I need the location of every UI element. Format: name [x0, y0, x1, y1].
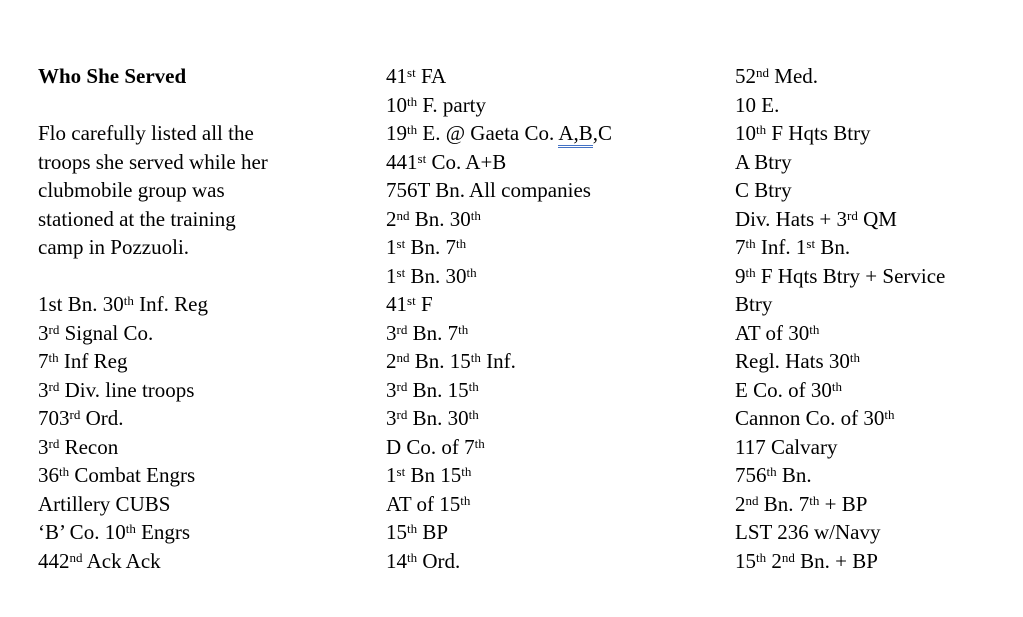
paragraph-line: [38, 148, 383, 177]
unit-line: [38, 433, 383, 462]
blank-line: [38, 91, 383, 120]
unit-line: [735, 518, 1020, 547]
ordinal-superscript: th: [470, 207, 481, 223]
page-title: Who She Served: [38, 64, 187, 88]
text-segment: F Hqts Btry: [766, 121, 871, 145]
paragraph-line: [38, 233, 383, 262]
text-segment: Inf. Reg: [133, 292, 208, 316]
unit-line: [386, 205, 731, 234]
text-segment: Med.: [769, 64, 819, 88]
unit-line: [386, 404, 731, 433]
unit-list-2: [386, 62, 731, 575]
ordinal-superscript: rd: [48, 435, 60, 451]
text-segment: Artillery CUBS: [38, 491, 171, 516]
unit-line: [735, 461, 1020, 490]
text-segment: Flo carefully listed all the: [38, 121, 254, 145]
text-segment: 2: [766, 548, 782, 573]
ordinal-superscript: rd: [396, 407, 408, 423]
text-segment: 15: [735, 548, 756, 573]
text-segment: 14: [386, 548, 407, 573]
unit-line: [386, 290, 731, 319]
text-segment: E. @ Gaeta Co.: [417, 121, 559, 145]
ordinal-superscript: rd: [48, 321, 60, 337]
text-segment: 3: [38, 320, 49, 345]
text-segment: Bn. 30: [409, 206, 471, 231]
text-segment: 756T Bn. All companies: [386, 178, 591, 202]
unit-line: [735, 119, 1020, 148]
underlined-text: A,B: [558, 121, 592, 148]
unit-line: [735, 433, 1020, 462]
text-segment: Ord.: [80, 406, 124, 430]
text-segment: Bn. + BP: [794, 548, 878, 573]
unit-line: [386, 461, 731, 490]
ordinal-superscript: th: [407, 122, 418, 138]
text-segment: Bn. 7: [405, 235, 456, 259]
text-segment: ‘B’ Co. 10: [38, 520, 126, 544]
intro-column: [38, 62, 383, 575]
unit-line: [386, 547, 731, 576]
unit-line: [735, 376, 1020, 405]
text-segment: Bn. 7: [407, 320, 459, 345]
ordinal-superscript: nd: [756, 65, 770, 81]
paragraph-line: [38, 176, 383, 205]
text-segment: 15: [386, 520, 407, 544]
ordinal-superscript: nd: [781, 549, 795, 565]
text-segment: QM: [857, 206, 897, 231]
text-segment: 1st Bn. 30: [38, 292, 124, 316]
ordinal-superscript: st: [407, 293, 416, 309]
unit-line: [735, 62, 1020, 91]
text-segment: Bn. 30: [405, 263, 467, 288]
text-segment: D Co. of 7: [386, 434, 475, 459]
text-segment: AT of 15: [386, 491, 461, 516]
text-segment: Div. Hats + 3: [735, 206, 847, 231]
text-segment: Bn.: [776, 463, 812, 487]
units-column-2: [386, 62, 731, 575]
unit-line: [38, 290, 383, 319]
text-segment: 3: [386, 320, 397, 345]
ordinal-superscript: th: [470, 350, 481, 366]
ordinal-superscript: th: [809, 492, 820, 508]
text-segment: clubmobile group was: [38, 178, 225, 202]
ordinal-superscript: th: [745, 236, 756, 252]
text-segment: Inf Reg: [58, 349, 128, 373]
text-segment: 7: [38, 349, 49, 373]
text-segment: 19: [386, 121, 407, 145]
ordinal-superscript: th: [48, 350, 59, 366]
text-segment: E Co. of 30: [735, 377, 832, 402]
ordinal-superscript: th: [474, 435, 485, 451]
text-segment: Ack Ack: [82, 548, 161, 573]
ordinal-superscript: th: [460, 492, 471, 508]
unit-line: [735, 404, 1020, 433]
text-segment: Inf. 1: [755, 235, 807, 259]
text-segment: A Btry: [735, 149, 792, 174]
text-segment: troops she served while her: [38, 149, 268, 174]
ordinal-superscript: st: [806, 236, 816, 252]
unit-line: [735, 176, 1020, 205]
ordinal-superscript: th: [407, 93, 418, 109]
text-segment: stationed at the training: [38, 206, 236, 231]
unit-line: [735, 148, 1020, 177]
ordinal-superscript: th: [745, 264, 756, 280]
unit-line: [735, 290, 1020, 319]
unit-line: [38, 376, 383, 405]
text-segment: Bn. 30: [407, 406, 469, 430]
text-segment: 442: [38, 548, 70, 573]
text-segment: 2: [386, 349, 397, 373]
unit-list-1: [38, 290, 383, 575]
text-segment: 117 Calvary: [735, 434, 838, 459]
ordinal-superscript: th: [455, 236, 467, 252]
ordinal-superscript: th: [125, 521, 136, 537]
ordinal-superscript: rd: [396, 378, 408, 394]
text-segment: 756: [735, 463, 767, 487]
unit-line: [386, 148, 731, 177]
ordinal-superscript: th: [831, 378, 842, 394]
text-segment: 2: [735, 491, 746, 516]
unit-line: [386, 91, 731, 120]
text-segment: 10 E.: [735, 92, 780, 117]
unit-line: [38, 547, 383, 576]
text-segment: 703: [38, 406, 70, 430]
text-segment: ,C: [592, 121, 613, 145]
ordinal-superscript: nd: [745, 492, 759, 508]
ordinal-superscript: th: [809, 321, 820, 337]
ordinal-superscript: st: [396, 264, 406, 280]
unit-line: [386, 176, 731, 205]
blank-line: [38, 262, 383, 291]
ordinal-superscript: nd: [69, 549, 83, 565]
ordinal-superscript: th: [766, 464, 777, 480]
ordinal-superscript: nd: [396, 207, 410, 223]
unit-line: [38, 404, 383, 433]
text-segment: 52: [735, 64, 756, 88]
unit-line: [386, 319, 731, 348]
text-segment: Co. A+B: [426, 149, 507, 174]
unit-line: [386, 376, 731, 405]
text-segment: F Hqts Btry + Service: [755, 263, 946, 288]
unit-line: [386, 347, 731, 376]
unit-line: [735, 262, 1020, 291]
text-segment: Bn 15: [405, 463, 462, 487]
text-segment: 3: [386, 377, 397, 402]
unit-line: [735, 490, 1020, 519]
ordinal-superscript: th: [466, 264, 477, 280]
unit-line: [38, 319, 383, 348]
text-segment: Bn. 15: [409, 349, 471, 373]
ordinal-superscript: th: [849, 350, 861, 366]
text-segment: Btry: [735, 292, 773, 316]
text-segment: Signal Co.: [59, 320, 154, 345]
text-segment: LST 236 w/Navy: [735, 520, 881, 544]
unit-line: [735, 91, 1020, 120]
ordinal-superscript: th: [468, 378, 479, 394]
unit-line: [386, 62, 731, 91]
text-segment: 2: [386, 206, 397, 231]
text-segment: Cannon Co. of 30: [735, 406, 885, 430]
ordinal-superscript: st: [396, 464, 406, 480]
unit-line: [735, 547, 1020, 576]
unit-line: [386, 233, 731, 262]
ordinal-superscript: nd: [396, 350, 410, 366]
unit-line: [386, 262, 731, 291]
unit-line: [735, 319, 1020, 348]
text-segment: FA: [415, 64, 447, 88]
text-segment: 3: [38, 377, 49, 402]
text-segment: AT of 30: [735, 320, 810, 345]
unit-list-3: [735, 62, 1020, 575]
unit-line: [38, 490, 383, 519]
unit-line: [38, 518, 383, 547]
ordinal-superscript: st: [396, 236, 406, 252]
unit-line: [38, 461, 383, 490]
text-segment: Recon: [59, 434, 119, 459]
text-segment: 41: [386, 292, 407, 316]
text-segment: 36: [38, 463, 59, 487]
text-segment: Div. line troops: [59, 377, 195, 402]
ordinal-superscript: rd: [396, 321, 408, 337]
unit-line: [386, 490, 731, 519]
text-segment: 10: [735, 121, 756, 145]
ordinal-superscript: th: [458, 321, 469, 337]
text-segment: C Btry: [735, 178, 792, 202]
ordinal-superscript: th: [756, 549, 767, 565]
ordinal-superscript: th: [59, 464, 70, 480]
ordinal-superscript: th: [461, 464, 472, 480]
ordinal-superscript: th: [468, 407, 479, 423]
ordinal-superscript: rd: [846, 207, 858, 223]
text-segment: Regl. Hats 30: [735, 349, 850, 373]
ordinal-superscript: rd: [69, 407, 81, 423]
unit-line: [735, 347, 1020, 376]
text-segment: 441: [386, 149, 418, 174]
text-segment: Combat Engrs: [69, 463, 196, 487]
unit-line: [38, 347, 383, 376]
unit-line: [735, 205, 1020, 234]
text-segment: F: [415, 292, 433, 316]
text-segment: Ord.: [417, 548, 461, 573]
paragraph-line: [38, 205, 383, 234]
ordinal-superscript: rd: [48, 378, 60, 394]
unit-line: [735, 233, 1020, 262]
text-segment: + BP: [819, 491, 868, 516]
text-segment: 3: [386, 406, 397, 430]
text-segment: 41: [386, 64, 407, 88]
text-segment: 10: [386, 92, 407, 117]
text-segment: 9: [735, 263, 746, 288]
text-segment: 1: [386, 463, 397, 487]
text-segment: BP: [417, 520, 449, 544]
unit-line: [386, 518, 731, 547]
ordinal-superscript: th: [123, 293, 134, 309]
text-segment: 1: [386, 263, 397, 288]
text-segment: camp in Pozzuoli.: [38, 235, 190, 259]
unit-line: [386, 433, 731, 462]
text-segment: Bn. 7: [758, 491, 810, 516]
unit-line: [386, 119, 731, 148]
ordinal-superscript: th: [407, 549, 418, 565]
text-segment: 7: [735, 235, 746, 259]
paragraph-line: [38, 119, 383, 148]
ordinal-superscript: th: [756, 122, 767, 138]
units-column-3: [735, 62, 1020, 575]
text-segment: Bn. 15: [407, 377, 469, 402]
text-segment: Inf.: [480, 349, 516, 373]
ordinal-superscript: th: [407, 521, 418, 537]
text-segment: Engrs: [135, 520, 191, 544]
text-segment: 1: [386, 235, 397, 259]
text-segment: F. party: [417, 92, 487, 117]
text-segment: 3: [38, 434, 49, 459]
ordinal-superscript: th: [884, 407, 895, 423]
ordinal-superscript: st: [407, 65, 416, 81]
intro-paragraph: [38, 119, 383, 262]
ordinal-superscript: st: [417, 150, 427, 166]
text-segment: Bn.: [815, 235, 851, 259]
